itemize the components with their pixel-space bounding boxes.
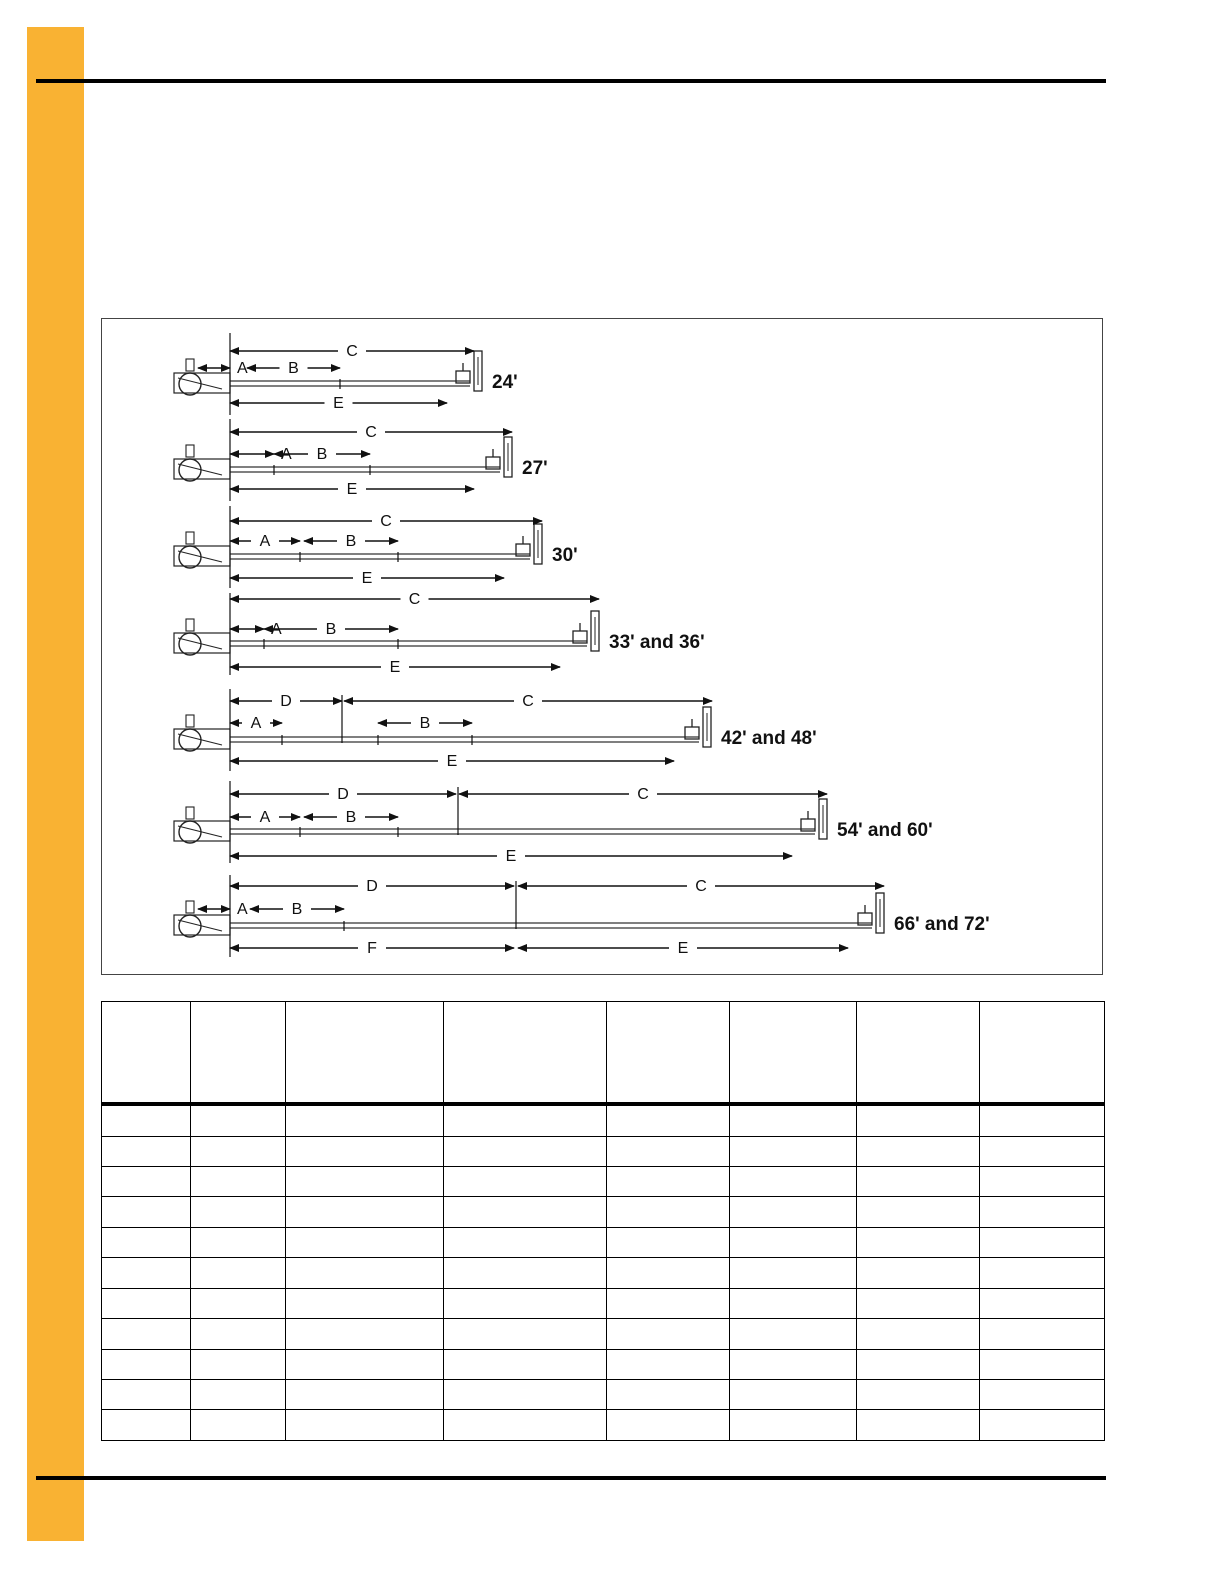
table-cell: [730, 1349, 857, 1379]
table-cell: [857, 1227, 980, 1257]
table-cell: [980, 1288, 1105, 1318]
dimension-d: [230, 878, 514, 895]
table-header-cell: [191, 1002, 286, 1105]
table-cell: [730, 1197, 857, 1227]
center-hub-icon: [174, 715, 230, 751]
table-cell: [857, 1258, 980, 1288]
center-hub-icon: [174, 807, 230, 843]
table-row: [102, 1166, 1105, 1196]
dimension-label: B: [288, 360, 299, 377]
table-cell: [286, 1288, 444, 1318]
table-cell: [444, 1197, 607, 1227]
dimension-e: [518, 940, 848, 957]
table-cell: [191, 1166, 286, 1196]
table-cell: [286, 1136, 444, 1166]
dimension-a: [230, 809, 300, 826]
center-hub-icon: [174, 901, 230, 937]
length-label: 30': [552, 545, 578, 566]
dimension-c: [230, 343, 474, 360]
dimension-c: [518, 878, 884, 895]
dimension-e: [230, 570, 504, 587]
table-row: [102, 1319, 1105, 1349]
table-cell: [980, 1380, 1105, 1410]
center-hub-icon: [174, 619, 230, 655]
drive-unit-icon: [456, 351, 482, 391]
table-cell: [286, 1349, 444, 1379]
dimension-label: A: [250, 715, 262, 732]
table-cell: [444, 1349, 607, 1379]
dimension-label: B: [291, 901, 303, 918]
table-row: [102, 1136, 1105, 1166]
table-cell: [730, 1258, 857, 1288]
table-cell: [857, 1319, 980, 1349]
sweep-diagram: [174, 333, 518, 415]
table-cell: [980, 1410, 1105, 1441]
dimension-label: C: [380, 513, 392, 530]
table-cell: [980, 1227, 1105, 1257]
dimension-e: [230, 753, 674, 770]
table-cell: [444, 1227, 607, 1257]
table-header-cell: [607, 1002, 730, 1105]
table-cell: [286, 1258, 444, 1288]
table-cell: [607, 1380, 730, 1410]
dimension-label: B: [325, 621, 337, 638]
table-cell: [607, 1136, 730, 1166]
dimension-label: B: [345, 809, 357, 826]
dimension-b: [247, 360, 340, 377]
dimension-c: [230, 513, 542, 530]
table-cell: [607, 1410, 730, 1441]
table-cell: [980, 1197, 1105, 1227]
table-cell: [191, 1349, 286, 1379]
center-hub-icon: [174, 532, 230, 568]
length-label: 54' and 60': [837, 820, 933, 841]
table-cell: [980, 1258, 1105, 1288]
dimension-label: A: [281, 446, 292, 463]
table-header-cell: [980, 1002, 1105, 1105]
table-row: [102, 1227, 1105, 1257]
drive-unit-icon: [685, 707, 711, 747]
drive-unit-icon: [858, 893, 884, 933]
dimension-e: [230, 395, 447, 412]
sweep-diagrams: [102, 319, 1102, 974]
table-cell: [191, 1258, 286, 1288]
table-cell: [857, 1197, 980, 1227]
table-cell: [730, 1104, 857, 1136]
table-cell: [857, 1349, 980, 1379]
table-cell: [102, 1349, 191, 1379]
table-cell: [191, 1136, 286, 1166]
table-cell: [191, 1227, 286, 1257]
table-cell: [730, 1380, 857, 1410]
dimension-label: E: [361, 570, 373, 587]
table-cell: [102, 1410, 191, 1441]
dimension-label: D: [337, 786, 349, 803]
length-label: 27': [522, 458, 548, 479]
length-label: 33' and 36': [609, 632, 705, 653]
length-label: 42' and 48': [721, 728, 817, 749]
table-cell: [857, 1288, 980, 1318]
length-label: 66' and 72': [894, 914, 990, 935]
dimension-label: D: [366, 878, 378, 895]
table-cell: [730, 1410, 857, 1441]
dimension-a: [198, 360, 248, 377]
table-cell: [286, 1197, 444, 1227]
table-cell: [980, 1136, 1105, 1166]
dimension-label: C: [637, 786, 649, 803]
dimension-c: [344, 693, 712, 710]
center-hub-icon: [174, 359, 230, 395]
table-cell: [857, 1166, 980, 1196]
table-cell: [857, 1104, 980, 1136]
dimension-c: [459, 786, 827, 803]
drive-unit-icon: [516, 524, 542, 564]
dimension-a: [230, 715, 282, 732]
table-cell: [191, 1380, 286, 1410]
dimension-label: E: [446, 753, 458, 770]
dimension-c: [230, 591, 599, 608]
table-cell: [444, 1104, 607, 1136]
side-color-bar: [27, 27, 84, 1541]
dimension-label: C: [346, 343, 358, 360]
dimension-b: [250, 901, 344, 918]
table-row: [102, 1197, 1105, 1227]
length-label: 24': [492, 372, 518, 393]
dimension-b: [304, 809, 398, 826]
table-row: [102, 1288, 1105, 1318]
sweep-tube: [230, 735, 699, 745]
table-cell: [102, 1197, 191, 1227]
dimension-e: [230, 481, 474, 498]
table-cell: [102, 1166, 191, 1196]
table-cell: [607, 1104, 730, 1136]
sweep-diagram: [174, 419, 548, 501]
dimension-b: [378, 715, 472, 732]
dimension-f: [230, 940, 514, 957]
table-cell: [191, 1410, 286, 1441]
dimension-label: C: [365, 424, 377, 441]
sweep-diagram: [174, 591, 705, 676]
table-cell: [857, 1380, 980, 1410]
table-cell: [102, 1319, 191, 1349]
table-cell: [980, 1166, 1105, 1196]
table-cell: [730, 1166, 857, 1196]
footer-rule: [36, 1476, 1106, 1480]
table-row: [102, 1349, 1105, 1379]
table-cell: [444, 1288, 607, 1318]
dimension-a: [230, 533, 300, 550]
table-cell: [607, 1227, 730, 1257]
dimension-c: [230, 424, 512, 441]
table-cell: [444, 1410, 607, 1441]
sweep-diagram: [174, 875, 990, 957]
dimension-label: B: [316, 446, 328, 463]
table-cell: [444, 1380, 607, 1410]
table-cell: [607, 1349, 730, 1379]
table-cell: [444, 1166, 607, 1196]
dimension-b: [304, 533, 398, 550]
dimension-a: [230, 621, 282, 638]
sweep-diagram: [174, 781, 933, 865]
dimension-e: [230, 848, 792, 865]
dimension-label: D: [280, 693, 292, 710]
dimension-label: E: [346, 481, 358, 498]
table-header-cell: [286, 1002, 444, 1105]
sweep-tube: [230, 552, 530, 562]
table-row: [102, 1380, 1105, 1410]
table-cell: [191, 1197, 286, 1227]
table-header-row: [102, 1002, 1105, 1105]
table-cell: [286, 1166, 444, 1196]
center-hub-icon: [174, 445, 230, 481]
table-cell: [102, 1380, 191, 1410]
header-rule: [36, 79, 1106, 83]
table-cell: [980, 1349, 1105, 1379]
table-cell: [102, 1227, 191, 1257]
table-header-cell: [857, 1002, 980, 1105]
table-cell: [102, 1136, 191, 1166]
table-cell: [607, 1197, 730, 1227]
dimension-label: A: [259, 809, 271, 826]
table-cell: [730, 1227, 857, 1257]
table-cell: [444, 1319, 607, 1349]
dimension-label: A: [271, 621, 282, 638]
table-cell: [857, 1410, 980, 1441]
table-cell: [730, 1319, 857, 1349]
table-row: [102, 1104, 1105, 1136]
dimension-label: C: [695, 878, 707, 895]
dimension-e: [230, 659, 560, 676]
table-header-cell: [102, 1002, 191, 1105]
dimension-b: [264, 621, 398, 638]
table-cell: [286, 1104, 444, 1136]
dimension-table: [101, 1001, 1105, 1441]
table-cell: [730, 1288, 857, 1318]
table-cell: [857, 1136, 980, 1166]
drive-unit-icon: [801, 799, 827, 839]
table-cell: [191, 1288, 286, 1318]
table-cell: [191, 1319, 286, 1349]
dimension-a: [230, 446, 292, 463]
dimension-label: A: [237, 901, 248, 918]
dimension-label: A: [237, 360, 248, 377]
table-header-cell: [730, 1002, 857, 1105]
sweep-dimension-figure: [101, 318, 1103, 975]
table-row: [102, 1410, 1105, 1441]
table-cell: [102, 1104, 191, 1136]
table-cell: [607, 1319, 730, 1349]
dimension-label: E: [333, 395, 344, 412]
table-cell: [444, 1136, 607, 1166]
dimension-d: [230, 786, 456, 803]
table-cell: [286, 1380, 444, 1410]
dimension-d: [230, 693, 342, 710]
sweep-tube: [230, 921, 872, 931]
dimension-label: E: [505, 848, 517, 865]
dimension-label: E: [389, 659, 401, 676]
sweep-tube: [230, 379, 470, 389]
table-cell: [730, 1136, 857, 1166]
table-cell: [191, 1104, 286, 1136]
table-cell: [607, 1288, 730, 1318]
dimension-label: B: [419, 715, 431, 732]
sweep-diagram: [174, 689, 817, 771]
sweep-tube: [230, 465, 500, 475]
dimension-label: C: [408, 591, 421, 608]
dimension-label: B: [345, 533, 357, 550]
dimension-label: C: [522, 693, 534, 710]
table-cell: [444, 1258, 607, 1288]
table-cell: [286, 1227, 444, 1257]
dimension-label: E: [677, 940, 689, 957]
sweep-diagram: [174, 506, 578, 588]
table-row: [102, 1258, 1105, 1288]
table-cell: [102, 1288, 191, 1318]
table-header-cell: [444, 1002, 607, 1105]
drive-unit-icon: [573, 611, 599, 651]
sweep-tube: [230, 827, 815, 837]
table-cell: [102, 1258, 191, 1288]
dimension-label: F: [367, 940, 377, 957]
table-cell: [607, 1166, 730, 1196]
table-cell: [980, 1104, 1105, 1136]
sweep-tube: [230, 639, 587, 649]
table-cell: [286, 1319, 444, 1349]
table-cell: [286, 1410, 444, 1441]
drive-unit-icon: [486, 437, 512, 477]
table-cell: [980, 1319, 1105, 1349]
dimension-label: A: [259, 533, 271, 550]
table-cell: [607, 1258, 730, 1288]
